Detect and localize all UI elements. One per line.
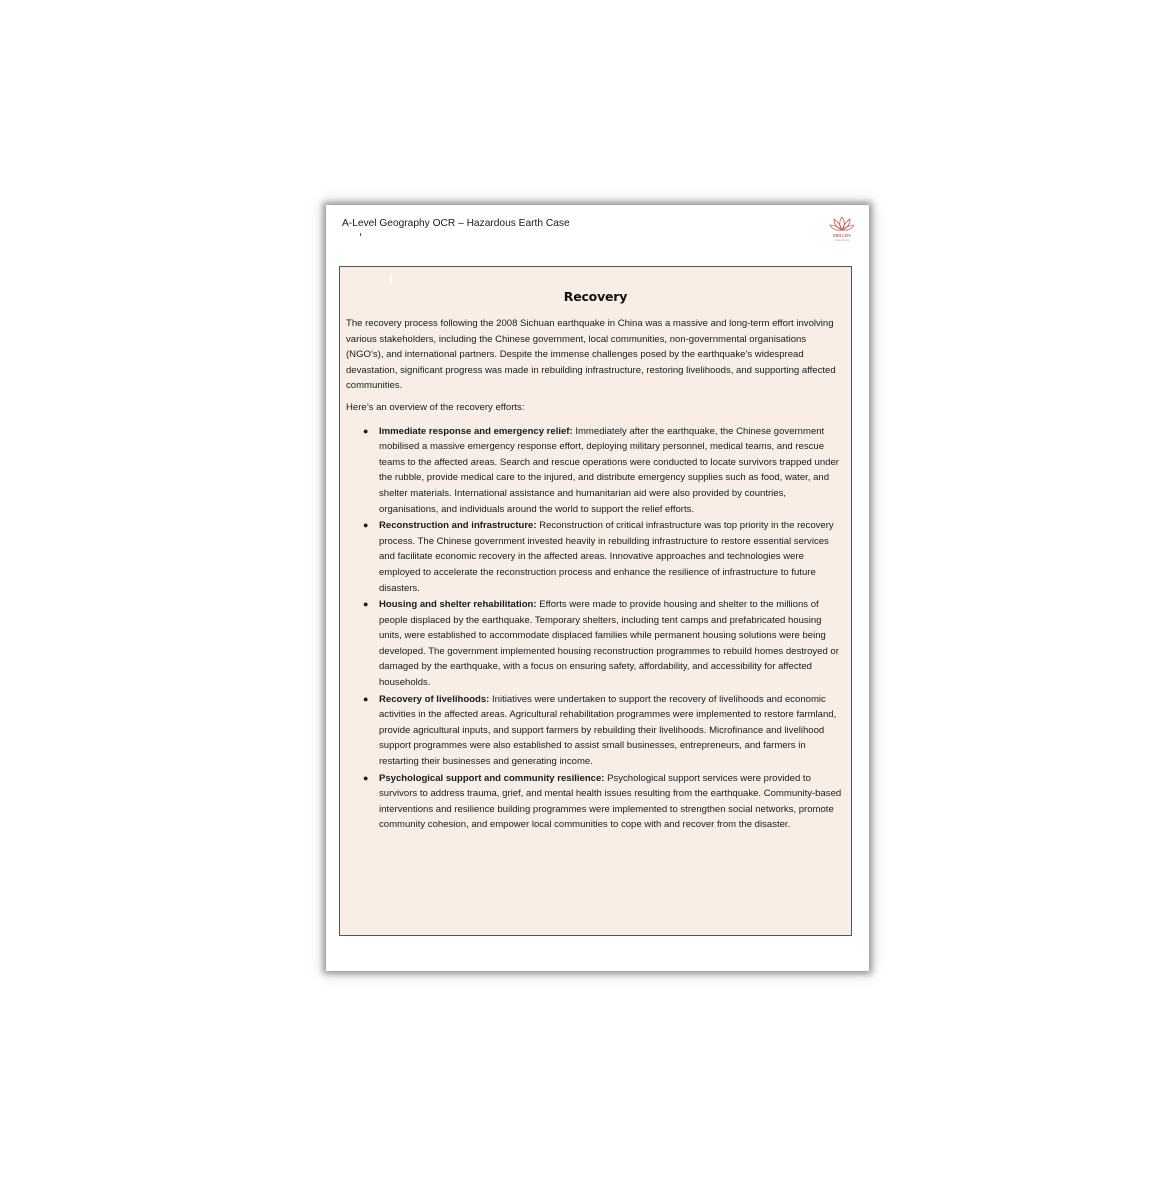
item-lead: Housing and shelter rehabilitation: [379,599,537,611]
header-title: A-Level Geography OCR – Hazardous Earth Case [342,218,570,229]
item-text: Reconstruction of critical infrastructure was top priority in the recovery process. The Chinese government invested heavily in rebuilding infrastructure to restore essential services and facilitate economic recovery in the affected areas. Innovative approaches and technologies were employed to accelerate the reconstruction process and enhance the resilience of infrastructure to future disasters. [379,520,834,594]
list-item [346,424,844,518]
list-item [346,518,844,596]
recovery-box [339,266,852,936]
header-mark [360,233,361,236]
logo-subtext: EDUCATION [835,239,849,242]
recovery-efforts-list [346,424,844,833]
intro-paragraph: The recovery process following the 2008 Sichuan earthquake in China was a massive and long-term effort involving various stakeholders, including the Chinese government, local communities, non-governmental organisations (NGO’s), and international partners. Despite the immense challenges posed by the earthquake’s widespread devastation, significant progress was made in rebuilding infrastructure, restoring livelihoods, and supporting affected communities. [346,318,836,392]
bullet-dot-icon: ● [363,520,369,531]
lotus-logo-graphic [827,214,857,234]
bullet-dot-icon: ● [363,693,369,704]
item-lead: Immediate response and emergency relief: [379,425,573,437]
list-item [346,692,844,770]
box-mark [390,274,392,284]
list-item [346,597,844,691]
item-lead: Recovery of livelihoods: [379,693,490,705]
item-text: Psychological support services were provided to survivors to address trauma, grief, and mental health issues resulting from the earthquake. Community-based interventions and resilience building programmes were implemented to strengthen social networks, promote community cohesion, and empower local communities to cope with and recover from the disaster. [379,772,842,831]
logo-text: PHILLIPS [833,234,851,238]
list-item [346,771,844,833]
lotus-logo-icon [827,214,857,244]
bullet-dot-icon: ● [363,425,369,436]
bullet-dot-icon: ● [363,599,369,610]
section-title: Recovery [563,289,628,304]
item-lead: Psychological support and community resilience: [379,772,605,784]
item-text: Efforts were made to provide housing and shelter to the millions of people displaced by the earthquake. Temporary shelters, including tent camps and prefabricated housing units, were established to accommodate displaced families while permanent housing solutions were being developed. The government implemented housing reconstruction programmes to rebuild homes destroyed or damaged by the earthquake, with a focus on ensuring safety, affordability, and accessibility for affected households. [379,599,839,689]
item-lead: Reconstruction and infrastructure: [379,520,537,532]
item-text: Immediately after the earthquake, the Chinese government mobilised a massive emergency response effort, deploying military personnel, medical teams, and rescue teams to the affected areas. Search and rescue operations were conducted to locate survivors trapped under the rubble, provide medical care to the injured, and distribute emergency supplies such as food, water, and shelter materials. International assistance and humanitarian aid were also provided by countries, organisations, and individuals around the world to support the relief efforts. [379,425,839,515]
section-content [346,316,844,834]
overview-paragraph: Here’s an overview of the recovery efforts: [346,401,525,413]
item-text: Initiatives were undertaken to support the recovery of livelihoods and economic activities in the affected areas. Agricultural rehabilitation programmes were implemented to restore farmland, provide agricultural inputs, and support farmers by rebuilding their livelihoods. Microfinance and livelihood support programmes were also established to assist small businesses, entrepreneurs, and farmers in restarting their businesses and generating income. [379,693,837,768]
bullet-dot-icon: ● [363,772,369,783]
document-page [326,205,869,971]
